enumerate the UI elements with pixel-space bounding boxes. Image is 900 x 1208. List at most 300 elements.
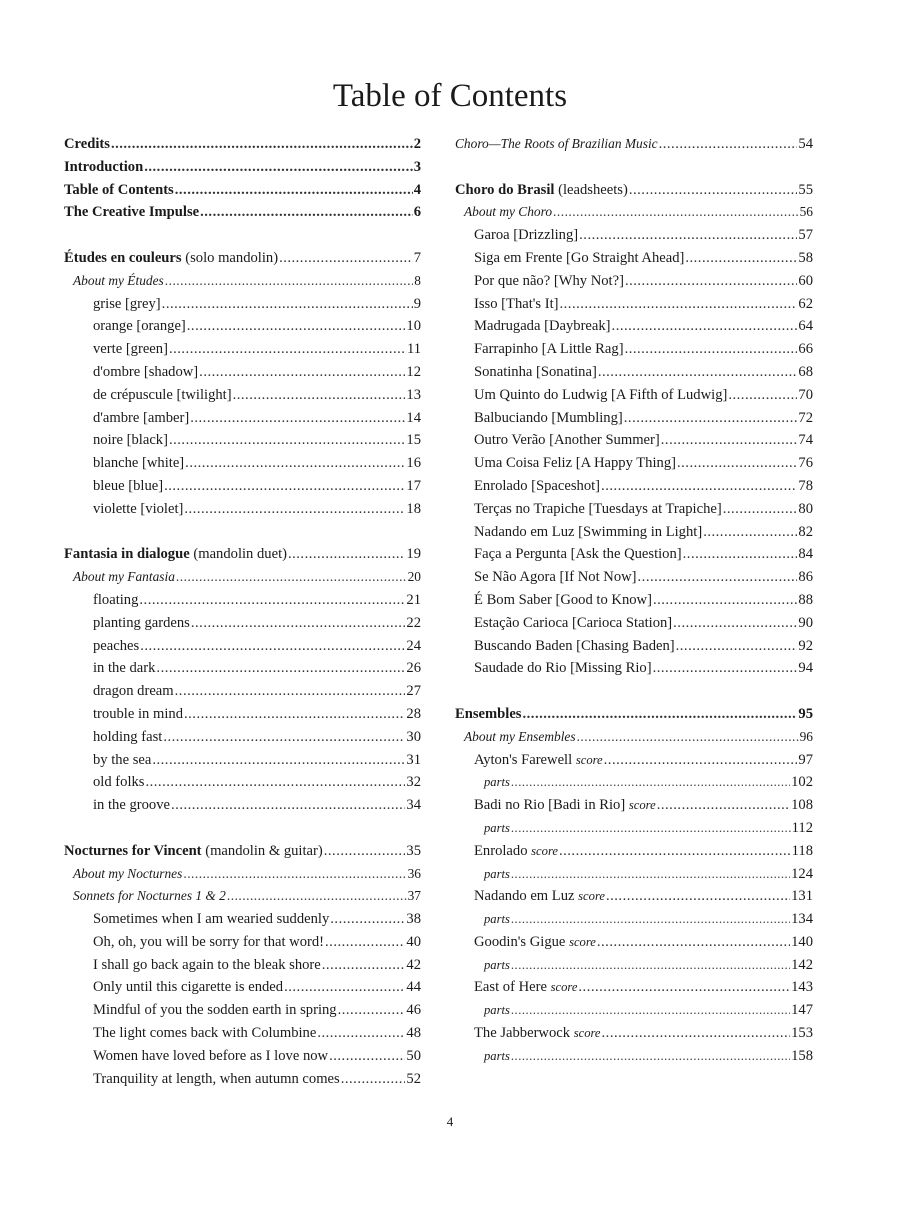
toc-entry-score-note: score	[575, 752, 603, 767]
toc-entry-page-number: 97	[798, 751, 813, 768]
toc-entry-page-number: 54	[798, 136, 813, 152]
toc-entry-page-number: 31	[406, 751, 421, 768]
toc-entry	[455, 794, 813, 817]
toc-entry-page-number: 96	[799, 728, 813, 744]
dot-leader	[284, 976, 405, 999]
toc-entry-page-number: 20	[407, 569, 421, 585]
toc-entry-title	[455, 703, 522, 726]
toc-entry	[64, 270, 421, 293]
toc-entry-page-number: 12	[406, 363, 421, 380]
toc-entry-page-number: 88	[798, 591, 813, 608]
toc-entry-title	[93, 315, 186, 338]
toc-entry-title	[474, 589, 652, 612]
toc-entry-label: violette [violet]	[93, 500, 184, 517]
toc-entry-label: Table of Contents	[64, 181, 174, 198]
dot-leader	[577, 726, 799, 749]
toc-entry-page-number: 80	[798, 500, 813, 517]
toc-entry	[64, 999, 421, 1022]
toc-entry-title	[474, 521, 702, 544]
dot-leader	[601, 475, 797, 498]
toc-entry	[455, 384, 813, 407]
dot-leader	[638, 566, 798, 589]
toc-entry-label: d'ombre [shadow]	[93, 363, 199, 380]
toc-entry-page-number: 70	[798, 386, 813, 403]
dot-leader	[625, 270, 797, 293]
toc-entry-label: blanche [white]	[93, 455, 185, 472]
toc-entry-label: peaches	[93, 637, 140, 654]
toc-entry-label: Balbuciando [Mumbling]	[474, 409, 623, 426]
toc-entry-label: orange [orange]	[93, 318, 186, 335]
toc-entry-page-number: 78	[798, 477, 813, 494]
toc-entry	[64, 703, 421, 726]
toc-entry-page-number: 42	[406, 956, 421, 973]
toc-entry-title	[93, 657, 155, 680]
toc-entry-label: parts	[484, 957, 510, 972]
toc-entry	[64, 407, 421, 430]
toc-entry-title	[474, 315, 611, 338]
toc-entry-score-note: score	[569, 934, 596, 949]
toc-entry-label: Enrolado	[474, 842, 528, 859]
toc-entry-page-number: 118	[791, 842, 813, 859]
toc-entry	[455, 635, 813, 658]
toc-entry-label: Sonnets for Nocturnes 1 & 2	[73, 888, 226, 904]
toc-entry-title	[93, 293, 161, 316]
toc-entry-label: Badi no Rio [Badi in Rio]	[474, 797, 626, 814]
toc-entry-label: parts	[484, 1003, 510, 1018]
toc-entry	[455, 452, 813, 475]
toc-entry-page-number: 52	[406, 1070, 421, 1087]
toc-entry-label: Tranquility at length, when autumn comes	[93, 1070, 340, 1087]
toc-entry-label: Choro do Brasil	[455, 181, 555, 198]
toc-entry-label: Terças no Trapiche [Tuesdays at Trapiche]	[474, 500, 722, 517]
toc-entry	[64, 475, 421, 498]
toc-entry-page-number: 140	[791, 933, 813, 950]
dot-leader	[653, 657, 798, 680]
toc-entry-instrumentation: (solo mandolin)	[185, 249, 279, 266]
toc-entry-label: parts	[484, 775, 510, 790]
dot-leader	[163, 726, 405, 749]
toc-entry	[455, 1022, 813, 1045]
toc-entry-title	[474, 475, 600, 498]
toc-entry-label: Garoa [Drizzling]	[474, 227, 579, 244]
toc-entry-title	[93, 771, 144, 794]
toc-entry	[64, 908, 421, 931]
toc-entry-page-number: 27	[406, 683, 421, 700]
toc-entry	[455, 908, 813, 931]
toc-entry-page-number: 94	[798, 660, 813, 677]
dot-leader	[677, 452, 797, 475]
toc-entry-title	[73, 270, 164, 293]
toc-entry-title	[474, 635, 675, 658]
toc-entry-page-number: 56	[799, 204, 813, 220]
toc-entry	[64, 589, 421, 612]
toc-entry	[455, 589, 813, 612]
toc-entry	[64, 635, 421, 658]
toc-entry	[64, 657, 421, 680]
toc-entry	[455, 1045, 813, 1068]
toc-entry-label: Outro Verão [Another Summer]	[474, 432, 660, 449]
toc-entry	[64, 133, 421, 156]
toc-entry-page-number: 131	[791, 888, 813, 905]
toc-entry-label: verte [green]	[93, 341, 168, 358]
toc-entry-label: Introduction	[64, 158, 144, 175]
toc-entry	[455, 475, 813, 498]
toc-entry	[64, 452, 421, 475]
toc-entry-instrumentation: (leadsheets)	[558, 181, 628, 198]
toc-entry-title	[64, 840, 323, 863]
toc-entry-label: Nadando em Luz [Swimming in Light]	[474, 523, 703, 540]
toc-entry-label: in the groove	[93, 797, 171, 814]
dot-leader	[111, 133, 413, 156]
toc-entry-title	[464, 201, 552, 224]
toc-right-column	[455, 133, 813, 1068]
toc-entry-label: Credits	[64, 136, 110, 152]
toc-entry	[455, 201, 813, 224]
toc-entry-label: Women have loved before as I love now	[93, 1047, 329, 1064]
toc-entry-title	[93, 976, 283, 999]
toc-entry	[455, 270, 813, 293]
toc-entry-label: Por que não? [Why Not?]	[474, 272, 624, 289]
toc-entry-label: parts	[484, 912, 510, 927]
toc-entry-title	[64, 179, 174, 202]
toc-entry-label: bleue [blue]	[93, 477, 164, 494]
toc-entry-label: Uma Coisa Feliz [A Happy Thing]	[474, 455, 676, 472]
toc-entry-label: The Jabberwock	[474, 1025, 571, 1042]
dot-leader	[185, 452, 405, 475]
toc-entry	[64, 771, 421, 794]
dot-leader	[176, 566, 407, 589]
dot-leader	[673, 612, 797, 635]
toc-entry-title	[474, 407, 623, 430]
toc-entry-page-number: 50	[406, 1047, 421, 1064]
toc-entry-title	[484, 863, 510, 886]
toc-entry	[455, 407, 813, 430]
toc-entry-page-number: 60	[798, 272, 813, 289]
toc-entry-page-number: 112	[791, 819, 813, 836]
toc-entry-title	[474, 338, 624, 361]
toc-entry-page-number: 8	[414, 272, 421, 288]
dot-leader	[511, 771, 790, 794]
toc-entry-page-number: 37	[407, 888, 421, 904]
toc-entry-title	[73, 885, 226, 908]
toc-entry-title	[474, 224, 578, 247]
toc-entry-page-number: 14	[406, 409, 421, 426]
toc-entry-label: Nocturnes for Vincent	[64, 842, 202, 859]
toc-entry-page-number: 30	[406, 728, 421, 745]
toc-entry-label: dragon dream	[93, 683, 174, 700]
toc-entry-page-number: 4	[413, 181, 421, 198]
toc-entry-page-number: 2	[413, 136, 421, 152]
section-spacer	[455, 156, 813, 179]
toc-entry-page-number: 28	[406, 705, 421, 722]
toc-entry-label: About my Choro	[464, 204, 553, 220]
toc-entry-label: de crépuscule [twilight]	[93, 386, 232, 403]
toc-entry	[455, 498, 813, 521]
toc-entry-title	[73, 566, 175, 589]
toc-entry	[455, 179, 813, 202]
toc-entry-label: holding fast	[93, 728, 163, 745]
toc-entry-label: Mindful of you the sodden earth in spring	[93, 1002, 337, 1019]
toc-entry-title	[64, 133, 110, 156]
section-spacer	[455, 680, 813, 703]
toc-entry-page-number: 21	[406, 591, 421, 608]
dot-leader	[553, 201, 799, 224]
toc-entry-title	[93, 475, 163, 498]
toc-entry	[455, 771, 813, 794]
dot-leader	[657, 794, 790, 817]
dot-leader	[184, 703, 405, 726]
dot-leader	[511, 1045, 790, 1068]
section-spacer	[64, 817, 421, 840]
dot-leader	[329, 1045, 405, 1068]
toc-entry-label: noire [black]	[93, 432, 168, 449]
toc-entry-page-number: 82	[798, 523, 813, 540]
dot-leader	[511, 999, 790, 1022]
toc-entry-title	[93, 1022, 316, 1045]
toc-entry	[455, 247, 813, 270]
dot-leader	[279, 247, 413, 270]
toc-entry-page-number: 10	[406, 318, 421, 335]
toc-entry-title	[455, 179, 628, 202]
toc-entry-page-number: 48	[406, 1025, 421, 1042]
toc-entry-title	[474, 840, 558, 863]
page-number: 4	[446, 1114, 454, 1129]
dot-leader	[676, 635, 798, 658]
toc-entry	[64, 315, 421, 338]
toc-entry-title	[474, 361, 597, 384]
toc-entry	[455, 521, 813, 544]
toc-entry-page-number: 153	[791, 1025, 813, 1042]
toc-entry-title	[484, 999, 510, 1022]
toc-entry-title	[93, 338, 168, 361]
toc-entry-title	[93, 794, 170, 817]
toc-entry	[64, 156, 421, 179]
dot-leader	[511, 863, 790, 886]
dot-leader	[139, 589, 405, 612]
toc-entry-label: Ensembles	[455, 705, 522, 722]
dot-leader	[187, 315, 406, 338]
toc-entry	[64, 794, 421, 817]
toc-entry-page-number: 3	[413, 158, 421, 175]
toc-entry-page-number: 57	[798, 227, 813, 244]
toc-entry-title	[93, 384, 232, 407]
toc-entry	[455, 703, 813, 726]
toc-entry-title	[64, 543, 287, 566]
dot-leader	[171, 794, 405, 817]
section-spacer	[64, 224, 421, 247]
toc-entry-page-number: 58	[798, 249, 813, 266]
toc-entry-title	[474, 270, 624, 293]
toc-entry-page-number: 13	[406, 386, 421, 403]
dot-leader	[175, 680, 406, 703]
dot-leader	[661, 429, 798, 452]
dot-leader	[183, 863, 406, 886]
toc-entry-label: Sometimes when I am wearied suddenly	[93, 911, 330, 928]
toc-entry-score-note: score	[578, 889, 605, 904]
toc-entry-title	[93, 999, 337, 1022]
section-spacer	[64, 521, 421, 544]
toc-entry-label: About my Ensembles	[464, 728, 576, 744]
toc-entry-title	[93, 749, 151, 772]
toc-entry-title	[474, 931, 596, 954]
toc-entry-title	[93, 589, 138, 612]
dot-leader	[723, 498, 798, 521]
dot-leader	[165, 270, 414, 293]
toc-entry	[455, 429, 813, 452]
toc-entry-label: East of Here	[474, 979, 547, 996]
toc-entry-title	[73, 863, 182, 886]
toc-entry-page-number: 24	[406, 637, 421, 654]
toc-entry-title	[93, 635, 139, 658]
toc-entry-page-number: 46	[406, 1002, 421, 1019]
dot-leader	[140, 635, 405, 658]
dot-leader	[169, 429, 405, 452]
toc-entry-label: Buscando Baden [Chasing Baden]	[474, 637, 675, 654]
toc-entry	[64, 680, 421, 703]
toc-entry	[64, 612, 421, 635]
toc-entry-score-note: score	[573, 1026, 601, 1041]
dot-leader	[325, 931, 405, 954]
toc-entry	[64, 566, 421, 589]
toc-entry-label: Only until this cigarette is ended	[93, 979, 284, 996]
toc-entry-instrumentation: (mandolin duet)	[193, 546, 287, 563]
toc-entry-title	[474, 452, 676, 475]
toc-entry-title	[93, 612, 190, 635]
toc-entry-page-number: 102	[791, 774, 813, 791]
dot-leader	[322, 954, 406, 977]
dot-leader	[144, 156, 412, 179]
toc-entry-title	[474, 1022, 601, 1045]
toc-entry-title	[474, 657, 652, 680]
toc-entry-title	[474, 885, 605, 908]
toc-entry	[64, 749, 421, 772]
dot-leader	[233, 384, 406, 407]
dot-leader	[604, 749, 798, 772]
toc-entry-page-number: 74	[798, 432, 813, 449]
toc-entry-label: Choro—The Roots of Brazilian Music	[455, 136, 658, 151]
dot-leader	[511, 954, 790, 977]
dot-leader	[602, 1022, 791, 1045]
toc-entry-page-number: 92	[798, 637, 813, 654]
toc-entry	[64, 840, 421, 863]
toc-entry-page-number: 9	[413, 295, 421, 312]
toc-entry	[455, 931, 813, 954]
toc-entry-title	[64, 156, 143, 179]
toc-entry-title	[484, 954, 510, 977]
dot-leader	[145, 771, 405, 794]
toc-entry	[64, 429, 421, 452]
toc-entry-page-number: 18	[406, 500, 421, 517]
toc-entry-page-number: 15	[406, 432, 421, 449]
toc-entry	[64, 179, 421, 202]
toc-entry-page-number: 6	[413, 204, 421, 221]
toc-entry	[64, 885, 421, 908]
toc-entry-page-number: 142	[791, 956, 813, 973]
toc-entry-title	[64, 247, 278, 270]
toc-entry-page-number: 36	[407, 865, 421, 881]
toc-entry-label: Ayton's Farewell	[474, 751, 573, 768]
toc-entry-label: Études en couleurs	[64, 249, 182, 266]
toc-entry-page-number: 66	[798, 341, 813, 358]
toc-entry-label: parts	[484, 1048, 510, 1063]
toc-entry-title	[93, 703, 183, 726]
toc-entry-label: parts	[484, 820, 510, 835]
toc-entry-label: Goodin's Gigue	[474, 933, 566, 950]
toc-entry-title	[455, 133, 658, 156]
toc-entry-title	[474, 429, 660, 452]
toc-entry-label: Siga em Frente [Go Straight Ahead]	[474, 249, 685, 266]
toc-entry	[64, 863, 421, 886]
toc-entry-page-number: 38	[406, 911, 421, 928]
dot-leader	[606, 885, 790, 908]
toc-entry	[455, 612, 813, 635]
toc-entry-label: Um Quinto do Ludwig [A Fifth of Ludwig]	[474, 386, 728, 403]
toc-entry	[64, 293, 421, 316]
toc-entry	[64, 1068, 421, 1091]
dot-leader	[190, 407, 405, 430]
toc-entry	[455, 338, 813, 361]
toc-entry	[455, 566, 813, 589]
toc-entry	[455, 361, 813, 384]
toc-entry-label: Fantasia in dialogue	[64, 546, 190, 563]
dot-leader	[659, 133, 798, 156]
toc-entry-page-number: 90	[798, 614, 813, 631]
toc-entry-score-note: score	[550, 980, 578, 995]
dot-leader	[341, 1068, 406, 1091]
toc-entry-label: Estação Carioca [Carioca Station]	[474, 614, 673, 631]
toc-entry-title	[64, 201, 199, 224]
toc-entry-title	[474, 293, 559, 316]
toc-entry-title	[484, 1045, 510, 1068]
dot-leader	[162, 293, 413, 316]
toc-entry-title	[484, 908, 510, 931]
toc-entry-label: Oh, oh, you will be sorry for that word!	[93, 933, 325, 950]
toc-entry-page-number: 34	[406, 797, 421, 814]
dot-leader	[598, 361, 798, 384]
dot-leader	[523, 703, 798, 726]
dot-leader	[683, 543, 798, 566]
toc-entry-page-number: 72	[798, 409, 813, 426]
toc-entry-title	[93, 407, 189, 430]
dot-leader	[227, 885, 407, 908]
dot-leader	[560, 293, 798, 316]
dot-leader	[578, 976, 790, 999]
toc-entry-label: Madrugada [Daybreak]	[474, 318, 611, 335]
dot-leader	[685, 247, 797, 270]
dot-leader	[288, 543, 405, 566]
toc-entry-title	[464, 726, 576, 749]
toc-entry-label: About my Nocturnes	[73, 865, 183, 881]
toc-entry-title	[93, 1045, 328, 1068]
toc-entry-label: About my Études	[73, 272, 164, 288]
toc-entry	[455, 954, 813, 977]
toc-entry-title	[474, 566, 637, 589]
toc-entry	[64, 931, 421, 954]
toc-entry-title	[474, 749, 603, 772]
dot-leader	[703, 521, 797, 544]
toc-entry-label: floating	[93, 591, 139, 608]
toc-entry-page-number: 147	[791, 1002, 813, 1019]
toc-entry	[455, 817, 813, 840]
toc-entry-label: Farrapinho [A Little Rag]	[474, 341, 624, 358]
toc-entry-title	[93, 452, 184, 475]
toc-entry-label: The Creative Impulse	[64, 204, 200, 221]
toc-left-column	[64, 133, 421, 1090]
dot-leader	[191, 612, 406, 635]
dot-leader	[184, 498, 405, 521]
toc-entry-page-number: 134	[791, 911, 813, 928]
toc-entry	[64, 498, 421, 521]
